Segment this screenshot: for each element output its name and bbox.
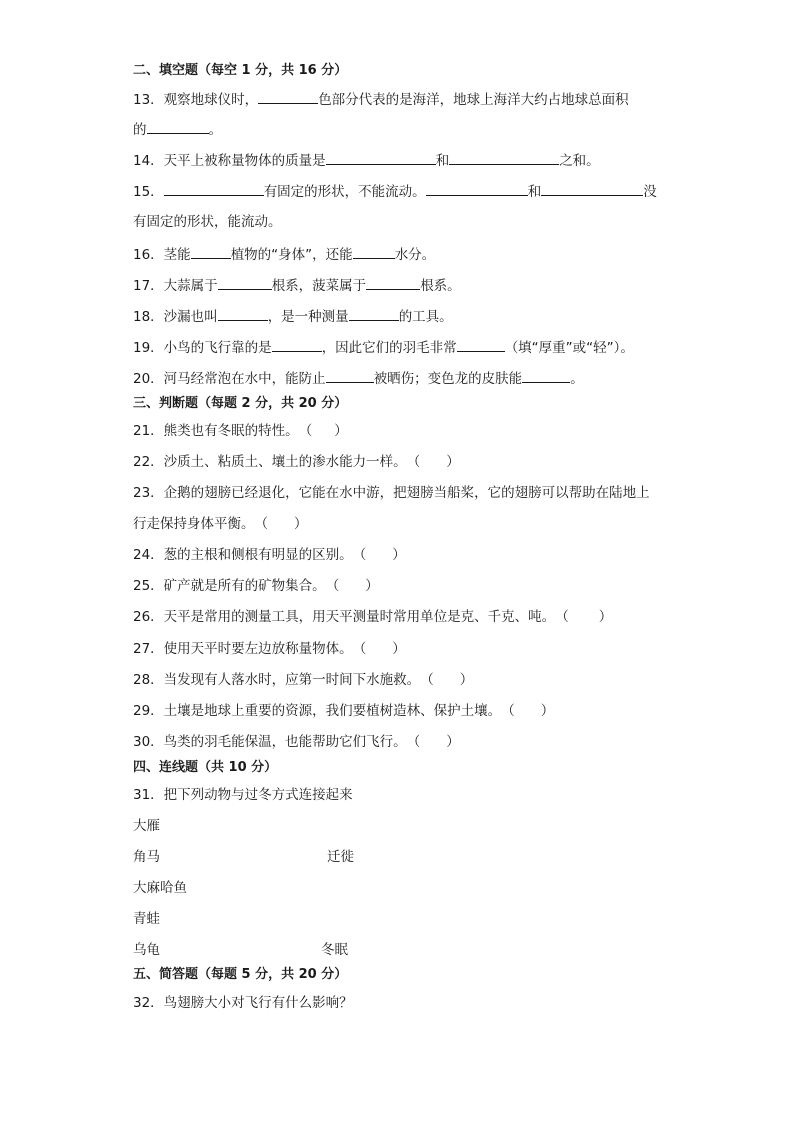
answer-blank[interactable] — [366, 276, 420, 290]
question-28: 28．当发现有人落水时，应第一时间下水施救。（ ） — [133, 672, 474, 688]
question-30: 30．鸟类的羽毛能保温，也能帮助它们飞行。（ ） — [133, 734, 460, 750]
question-20: 20．河马经常泡在水中，能防止 被晒伤；变色龙的皮肤能 。 — [133, 371, 584, 387]
answer-paren[interactable]: （ ） — [298, 423, 348, 439]
answer-paren[interactable]: （ ） — [555, 609, 613, 625]
answer-paren[interactable]: （ ） — [325, 578, 379, 594]
match-animal-3[interactable]: 大麻哈鱼 — [133, 880, 187, 896]
question-21: 21．熊类也有冬眠的特性。（ ） — [133, 423, 348, 439]
answer-paren[interactable]: （ ） — [352, 547, 406, 563]
answer-paren[interactable]: （ ） — [406, 734, 460, 750]
question-19: 19．小鸟的飞行靠的是 ，因此它们的羽毛非常 （填“厚重”或“轻”）。 — [133, 340, 634, 356]
answer-blank[interactable] — [272, 338, 322, 352]
question-23-line-1: 23．企鹅的翅膀已经退化，它能在水中游，把翅膀当船桨，它的翅膀可以帮助在陆地上 — [133, 485, 650, 501]
question-22: 22．沙质土、粘质土、壤土的渗水能力一样。（ ） — [133, 454, 460, 470]
question-29: 29．土壤是地球上重要的资源，我们要植树造林、保护土壤。（ ） — [133, 703, 555, 719]
answer-blank[interactable] — [147, 120, 209, 134]
match-way-hibernate[interactable]: 冬眠 — [321, 942, 348, 958]
section-heading-fill: 二、填空题（每空 1 分，共 16 分） — [133, 63, 348, 78]
question-13-line-1: 13．观察地球仪时， 色部分代表的是海洋，地球上海洋大约占地球总面积 — [133, 92, 629, 108]
answer-blank[interactable] — [326, 151, 436, 165]
answer-blank[interactable] — [191, 245, 231, 259]
question-13-line-2: 的 。 — [133, 122, 222, 138]
question-16: 16．茎能 植物的“身体”，还能 水分。 — [133, 247, 436, 263]
answer-blank[interactable] — [258, 90, 318, 104]
section-heading-short: 五、简答题（每题 5 分，共 20 分） — [133, 967, 348, 982]
answer-blank[interactable] — [164, 182, 264, 196]
answer-paren[interactable]: （ ） — [501, 703, 555, 719]
match-animal-4[interactable]: 青蛙 — [133, 911, 160, 927]
answer-paren[interactable]: （ ） — [352, 641, 406, 657]
match-animal-5[interactable]: 乌龟 — [133, 942, 160, 958]
section-heading-judge: 三、判断题（每题 2 分，共 20 分） — [133, 396, 348, 411]
answer-paren[interactable]: （ ） — [420, 672, 474, 688]
question-24: 24．葱的主根和侧根有明显的区别。（ ） — [133, 547, 406, 563]
question-17: 17．大蒜属于 根系，菠菜属于 根系。 — [133, 278, 461, 294]
question-27: 27．使用天平时要左边放称量物体。（ ） — [133, 641, 406, 657]
answer-blank[interactable] — [426, 182, 528, 196]
question-32: 32．鸟翅膀大小对飞行有什么影响？ — [133, 995, 353, 1011]
question-25: 25．矿产就是所有的矿物集合。（ ） — [133, 578, 379, 594]
match-way-migrate[interactable]: 迁徙 — [327, 849, 354, 865]
answer-blank[interactable] — [326, 369, 374, 383]
question-26: 26．天平是常用的测量工具，用天平测量时常用单位是克、千克、吨。（ ） — [133, 609, 613, 625]
question-15-line-1: 15． 有固定的形状，不能流动。 和 没 — [133, 184, 657, 200]
match-animal-1[interactable]: 大雁 — [133, 818, 160, 834]
answer-blank[interactable] — [218, 276, 272, 290]
question-31-stem: 31．把下列动物与过冬方式连接起来 — [133, 787, 353, 803]
question-14: 14．天平上被称量物体的质量是 和 之和。 — [133, 153, 600, 169]
question-15-line-2: 有固定的形状，能流动。 — [133, 214, 282, 230]
answer-blank[interactable] — [218, 307, 268, 321]
answer-blank[interactable] — [522, 369, 570, 383]
answer-blank[interactable] — [457, 338, 505, 352]
answer-paren[interactable]: （ ） — [254, 516, 308, 532]
answer-blank[interactable] — [349, 307, 399, 321]
answer-paren[interactable]: （ ） — [406, 454, 460, 470]
question-18: 18．沙漏也叫 ，是一种测量 的工具。 — [133, 309, 453, 325]
match-animal-2[interactable]: 角马 — [133, 849, 160, 865]
question-23-line-2: 行走保持身体平衡。（ ） — [133, 516, 308, 532]
section-heading-match: 四、连线题（共 10 分） — [133, 760, 278, 775]
answer-blank[interactable] — [353, 245, 395, 259]
answer-blank[interactable] — [449, 151, 559, 165]
answer-blank[interactable] — [541, 182, 643, 196]
